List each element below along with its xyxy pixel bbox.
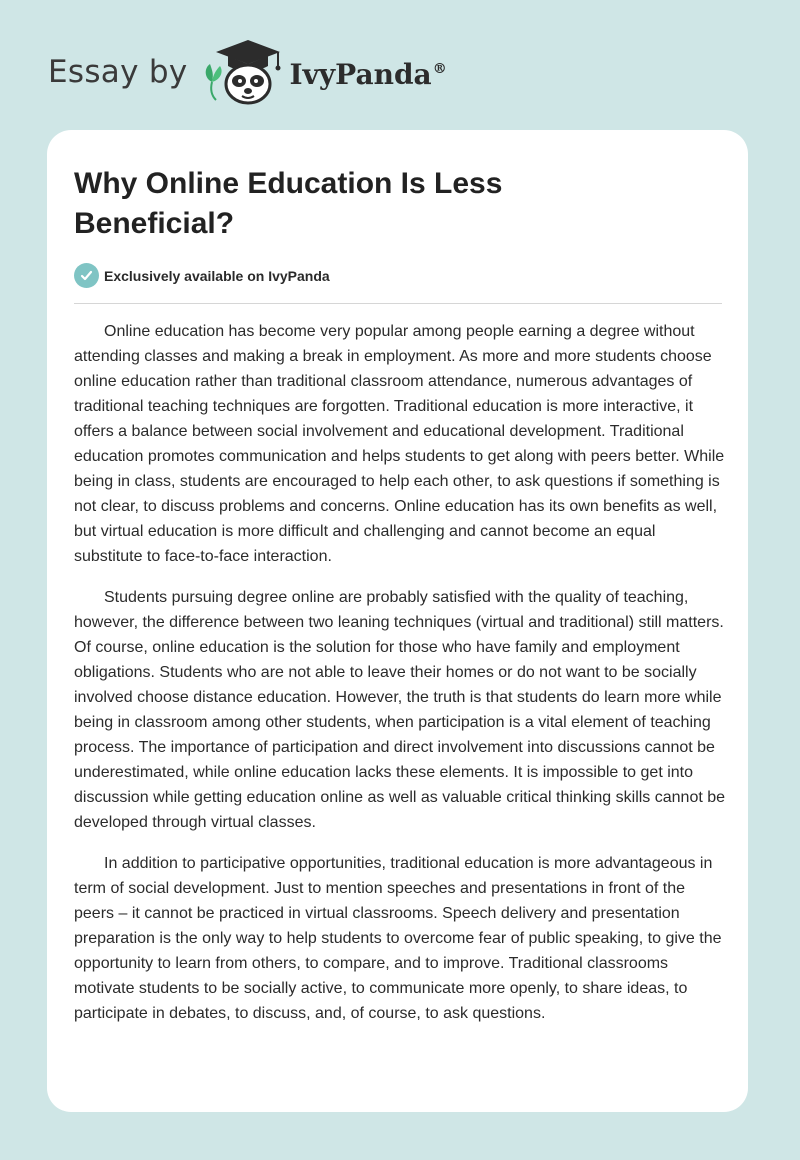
exclusive-badge [74,263,330,288]
paragraph: Online education has become very popular among people earning a degree without attending classes and making a break in employment. As more and more students choose online education rather than traditional classroom attendance, numerous advantages of traditional teaching techniques are forgotten. Traditional education is more interactive, it offers a balance between social involvement and educational development. Traditional education promotes communication and helps students to get along with peers better. While being in class, students are encouraged to help each other, to ask questions if something is not clear, to discuss problems and concerns. Online education has its own benefits as well, but virtual education is more difficult and challenging and cannot become an equal substitute to face-to-face interaction. [74,323,725,565]
essay-by-label: Essay by [48,54,188,90]
site-header [48,36,447,108]
exclusive-badge-label: Exclusively available on IvyPanda [104,267,330,284]
divider [74,303,722,304]
essay-card [47,130,748,1112]
essay-body [74,319,726,1042]
paragraph: In addition to participative opportunities, traditional education is more advantageous in term of social development. Just to mention speeches and presentations in front of the peers – it cannot be practiced in virtual classrooms. Speech delivery and presentation preparation is the only way to help students to overcome fear of public speaking, to give the opportunity to learn from others, to compare, and to improve. Traditional classrooms motivate students to be socially active, to communicate more openly, to share ideas, to participate in debates, to discuss, and, of course, to ask questions. [74,855,722,1022]
brand-name-text: IvyPanda [289,57,432,91]
ivypanda-logo-icon[interactable] [198,36,284,108]
check-icon [74,263,99,288]
brand-name[interactable] [290,58,447,91]
registered-mark: ® [432,61,447,78]
page-title: Why Online Education Is Less Beneficial? [74,167,503,240]
paragraph: Students pursuing degree online are probably satisfied with the quality of teaching, however, the difference between two leaning techniques (virtual and traditional) still matters. Of course, online education is the solution for those who have family and employment obligations. Students who are not able to leave their homes or do not want to be socially involved choose distance education. However, the truth is that students do learn more while being in classroom among other students, when participation is a vital element of teaching process. The importance of participation and direct involvement into discussions cannot be underestimated, while online education lacks these elements. It is impossible to get into discussion while getting education online as well as valuable critical thinking skills cannot be developed through virtual classes. [74,589,726,831]
